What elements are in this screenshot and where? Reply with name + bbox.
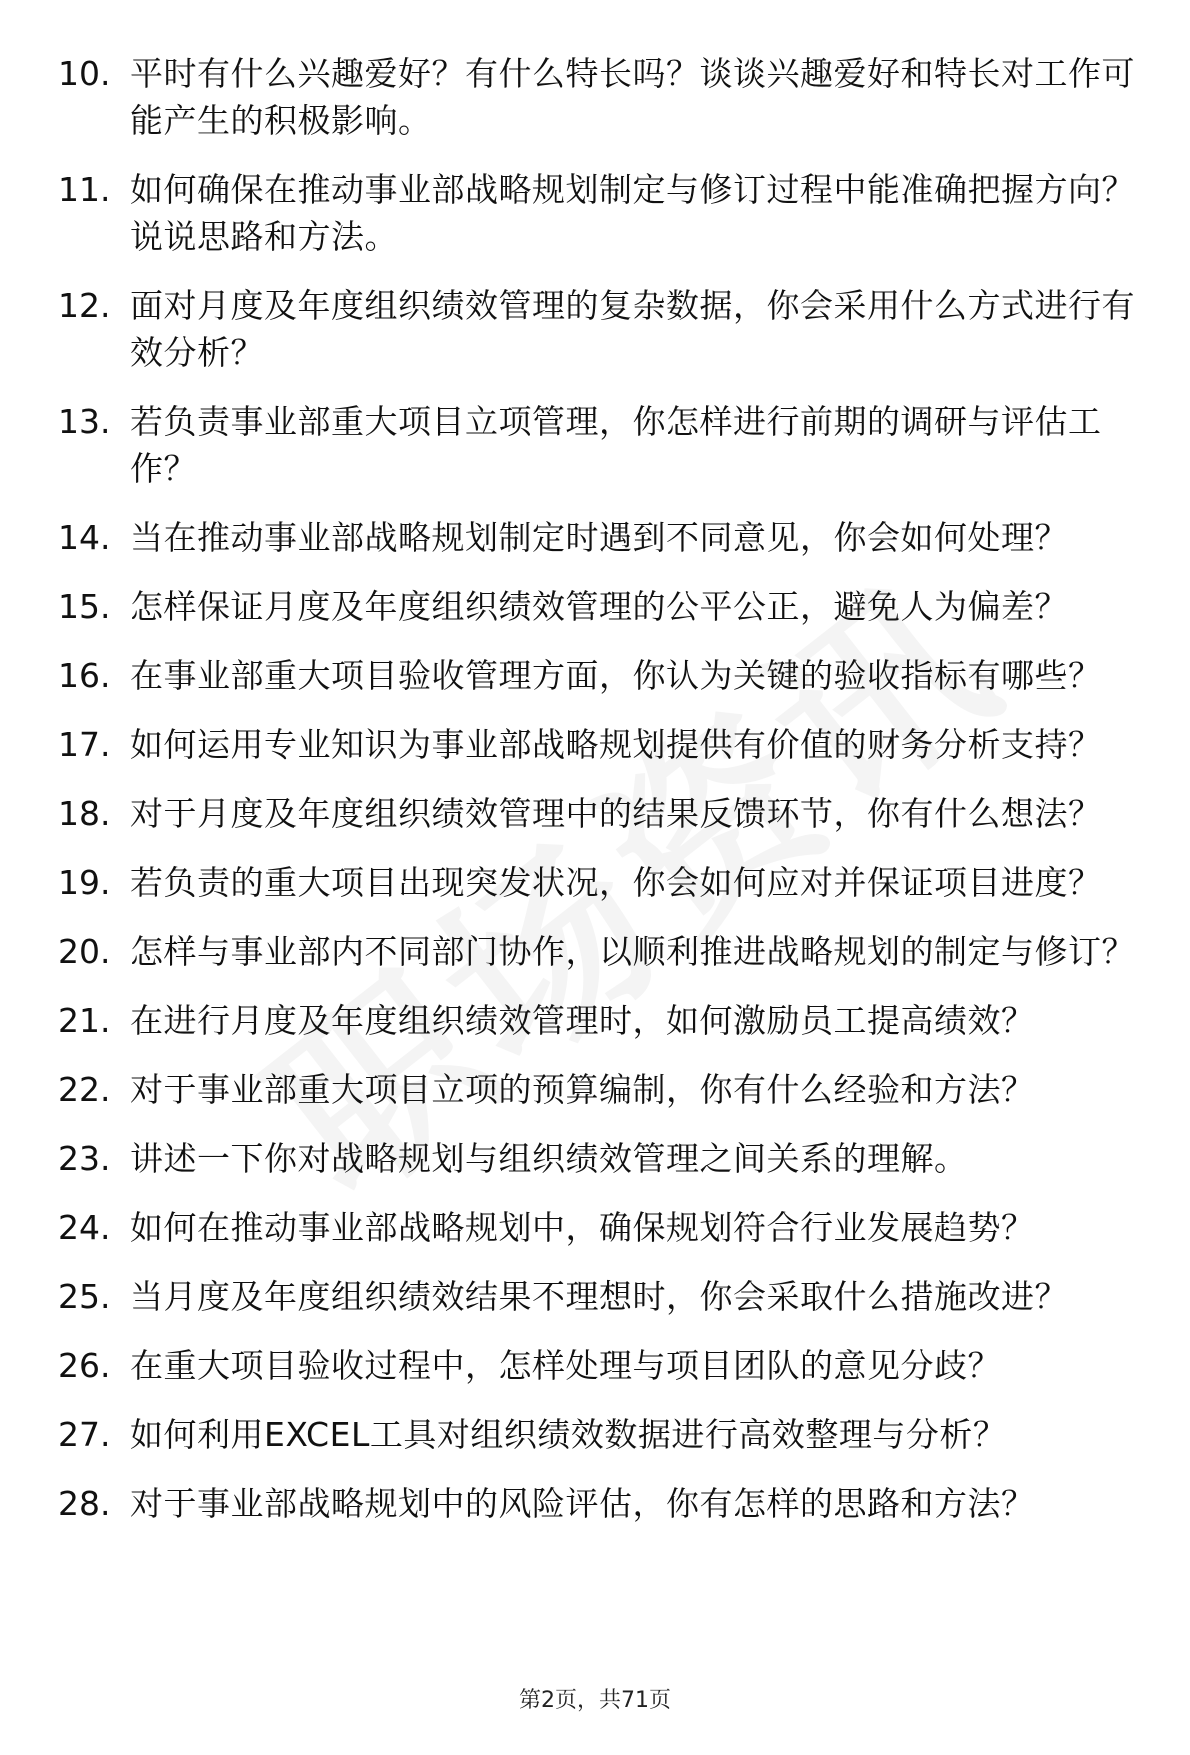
- question-number: 15.: [58, 587, 111, 626]
- question-text: 当在推动事业部战略规划制定时遇到不同意见，你会如何处理？: [130, 518, 1068, 557]
- question-text: 面对月度及年度组织绩效管理的复杂数据，你会采用什么方式进行有效分析？: [130, 286, 1135, 372]
- question-text: 对于月度及年度组织绩效管理中的结果反馈环节，你有什么想法？: [130, 794, 1102, 833]
- question-list: [0, 50, 1190, 1527]
- question-number: 19.: [58, 863, 111, 902]
- question-number: 23.: [58, 1139, 111, 1178]
- question-number: 26.: [58, 1346, 111, 1385]
- question-number: 21.: [58, 1001, 111, 1040]
- question-text: 在重大项目验收过程中，怎样处理与项目团队的意见分歧？: [130, 1346, 1001, 1385]
- question-text: 怎样保证月度及年度组织绩效管理的公平公正，避免人为偏差？: [130, 587, 1068, 626]
- question-text: 如何确保在推动事业部战略规划制定与修订过程中能准确把握方向？说说思路和方法。: [130, 170, 1135, 256]
- question-number: 17.: [58, 725, 111, 764]
- list-item: [0, 928, 1190, 975]
- list-item: [0, 1273, 1190, 1320]
- question-text: 讲述一下你对战略规划与组织绩效管理之间关系的理解。: [130, 1139, 968, 1178]
- question-text: 对于事业部重大项目立项的预算编制，你有什么经验和方法？: [130, 1070, 1035, 1109]
- list-item: [0, 166, 1190, 260]
- question-text: 如何在推动事业部战略规划中，确保规划符合行业发展趋势？: [130, 1208, 1035, 1247]
- list-item: [0, 997, 1190, 1044]
- question-text: 若负责的重大项目出现突发状况，你会如何应对并保证项目进度？: [130, 863, 1102, 902]
- list-item: [0, 1204, 1190, 1251]
- question-text: 当月度及年度组织绩效结果不理想时，你会采取什么措施改进？: [130, 1277, 1068, 1316]
- list-item: [0, 1480, 1190, 1527]
- list-item: [0, 398, 1190, 492]
- question-text: 若负责事业部重大项目立项管理，你怎样进行前期的调研与评估工作？: [130, 402, 1102, 488]
- list-item: [0, 1066, 1190, 1113]
- question-number: 14.: [58, 518, 111, 557]
- question-number: 13.: [58, 402, 111, 441]
- list-item: [0, 790, 1190, 837]
- question-text: 如何利用EXCEL工具对组织绩效数据进行高效整理与分析？: [130, 1415, 1007, 1454]
- question-text: 对于事业部战略规划中的风险评估，你有怎样的思路和方法？: [130, 1484, 1035, 1523]
- list-item: [0, 583, 1190, 630]
- question-number: 12.: [58, 286, 111, 325]
- question-number: 16.: [58, 656, 111, 695]
- list-item: [0, 1411, 1190, 1458]
- question-number: 27.: [58, 1415, 111, 1454]
- question-number: 28.: [58, 1484, 111, 1523]
- list-item: [0, 514, 1190, 561]
- question-number: 20.: [58, 932, 111, 971]
- question-text: 在进行月度及年度组织绩效管理时，如何激励员工提高绩效？: [130, 1001, 1035, 1040]
- question-number: 22.: [58, 1070, 111, 1109]
- question-number: 11.: [58, 170, 111, 209]
- question-text: 怎样与事业部内不同部门协作，以顺利推进战略规划的制定与修订？: [130, 932, 1135, 971]
- page-footer: 第2页，共71页: [519, 1688, 671, 1713]
- list-item: [0, 282, 1190, 376]
- question-number: 10.: [58, 54, 111, 93]
- question-number: 25.: [58, 1277, 111, 1316]
- list-item: [0, 50, 1190, 144]
- list-item: [0, 721, 1190, 768]
- question-text: 在事业部重大项目验收管理方面，你认为关键的验收指标有哪些？: [130, 656, 1102, 695]
- question-number: 24.: [58, 1208, 111, 1247]
- question-number: 18.: [58, 794, 111, 833]
- list-item: [0, 859, 1190, 906]
- list-item: [0, 1342, 1190, 1389]
- question-text: 如何运用专业知识为事业部战略规划提供有价值的财务分析支持？: [130, 725, 1102, 764]
- list-item: [0, 652, 1190, 699]
- list-item: [0, 1135, 1190, 1182]
- question-text: 平时有什么兴趣爱好？有什么特长吗？谈谈兴趣爱好和特长对工作可能产生的积极影响。: [130, 54, 1135, 140]
